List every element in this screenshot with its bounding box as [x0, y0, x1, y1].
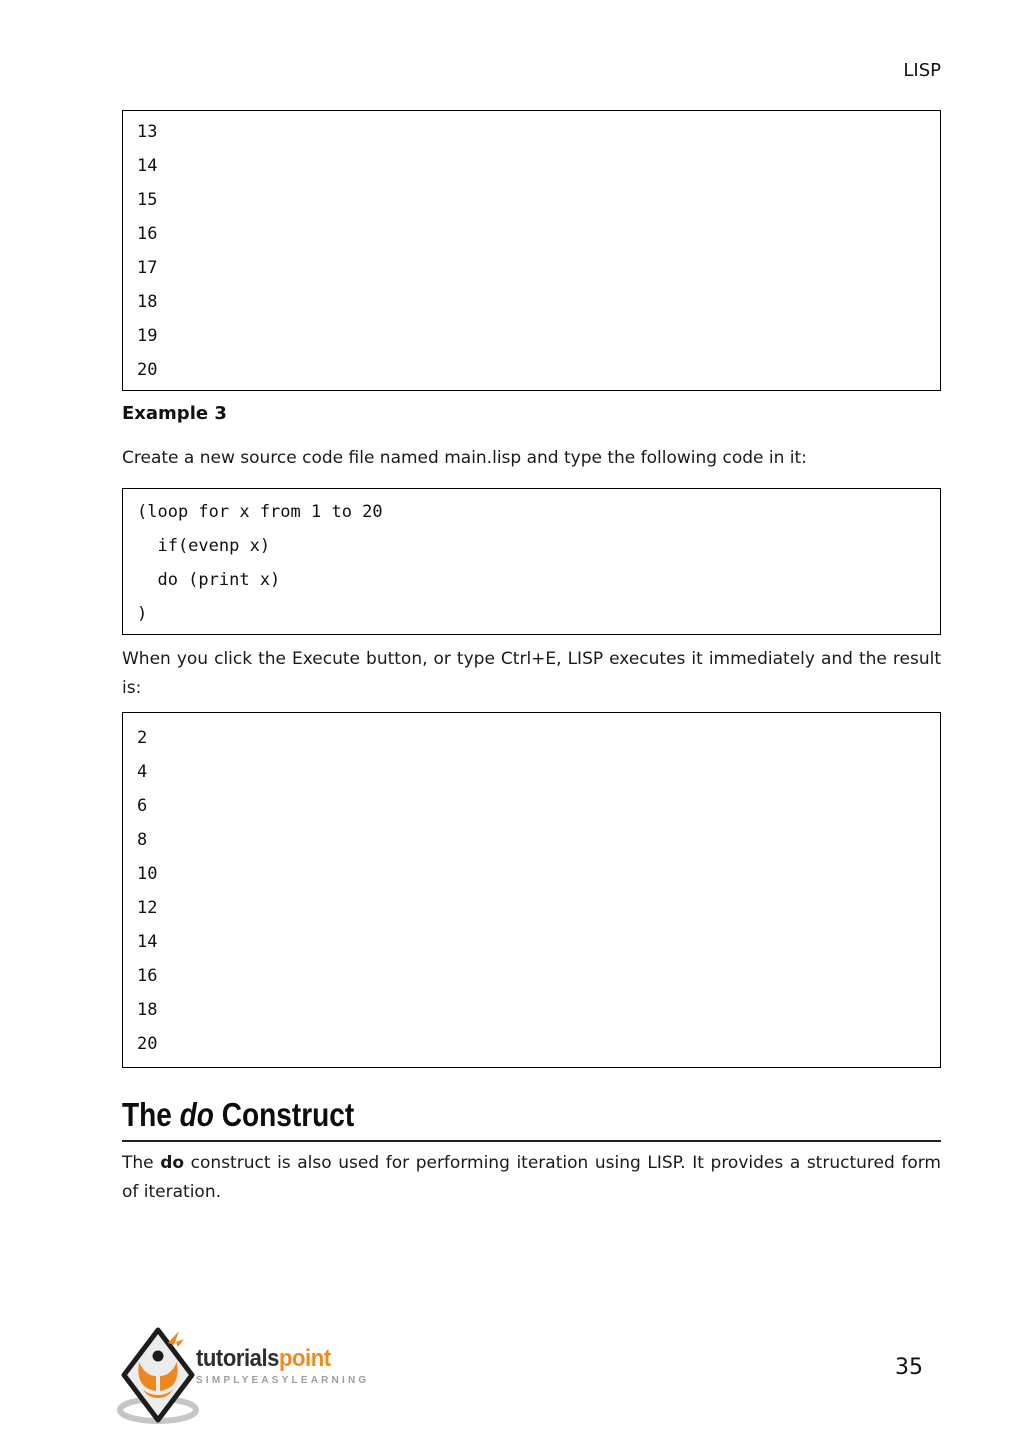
section-title — [122, 1096, 354, 1134]
output-line: 10 — [137, 864, 158, 884]
logo-wordmark — [196, 1346, 331, 1372]
output-box-result — [122, 712, 941, 1068]
output-line: 20 — [137, 360, 158, 380]
logo-figure-head — [153, 1351, 164, 1362]
logo-text-accent: point — [278, 1345, 331, 1372]
logo-diamond — [124, 1330, 192, 1420]
output-line: 14 — [137, 156, 158, 176]
code-box — [122, 488, 941, 635]
logo-spark — [176, 1339, 184, 1347]
output-line: 14 — [137, 932, 158, 952]
output-line: 12 — [137, 898, 158, 918]
code-line: if(evenp x) — [137, 536, 271, 556]
code-line: do (print x) — [137, 570, 281, 590]
section-divider — [122, 1140, 941, 1142]
section-body-post: construct is also used for performing iteration using LISP. It provides a structured form of iteration. — [122, 1153, 941, 1202]
logo-tagline: SIMPLYEASYLEARNING — [196, 1375, 370, 1386]
logo-text-dark: tutorials — [196, 1345, 279, 1372]
output-line: 13 — [137, 122, 158, 142]
output-line: 20 — [137, 1034, 158, 1054]
intro-paragraph: Create a new source code file named main.lisp and type the following code in it: — [122, 448, 807, 468]
page-number: 35 — [895, 1355, 923, 1380]
output-line: 17 — [137, 258, 158, 278]
output-line: 16 — [137, 224, 158, 244]
output-line: 2 — [137, 728, 148, 748]
output-line: 4 — [137, 762, 148, 782]
section-title-italic: do — [179, 1096, 214, 1133]
code-line: (loop for x from 1 to 20 — [137, 502, 383, 522]
page-header-title: LISP — [903, 60, 941, 81]
example-heading: Example 3 — [122, 403, 227, 424]
output-line: 18 — [137, 292, 158, 312]
output-line: 8 — [137, 830, 148, 850]
output-line: 15 — [137, 190, 158, 210]
result-paragraph: When you click the Execute button, or type Ctrl+E, LISP executes it immediately and the result is: — [122, 649, 941, 698]
output-line: 6 — [137, 796, 148, 816]
tutorialspoint-logo — [116, 1326, 416, 1431]
output-line: 16 — [137, 966, 158, 986]
output-line: 18 — [137, 1000, 158, 1020]
section-paragraph — [122, 1149, 941, 1207]
section-body-bold: do — [160, 1153, 185, 1173]
section-body-pre: The — [122, 1153, 161, 1173]
section-title-pre: The — [122, 1096, 180, 1133]
code-line: ) — [137, 604, 148, 624]
output-box-top — [122, 110, 941, 391]
output-line: 19 — [137, 326, 158, 346]
section-title-post: Construct — [213, 1096, 355, 1133]
